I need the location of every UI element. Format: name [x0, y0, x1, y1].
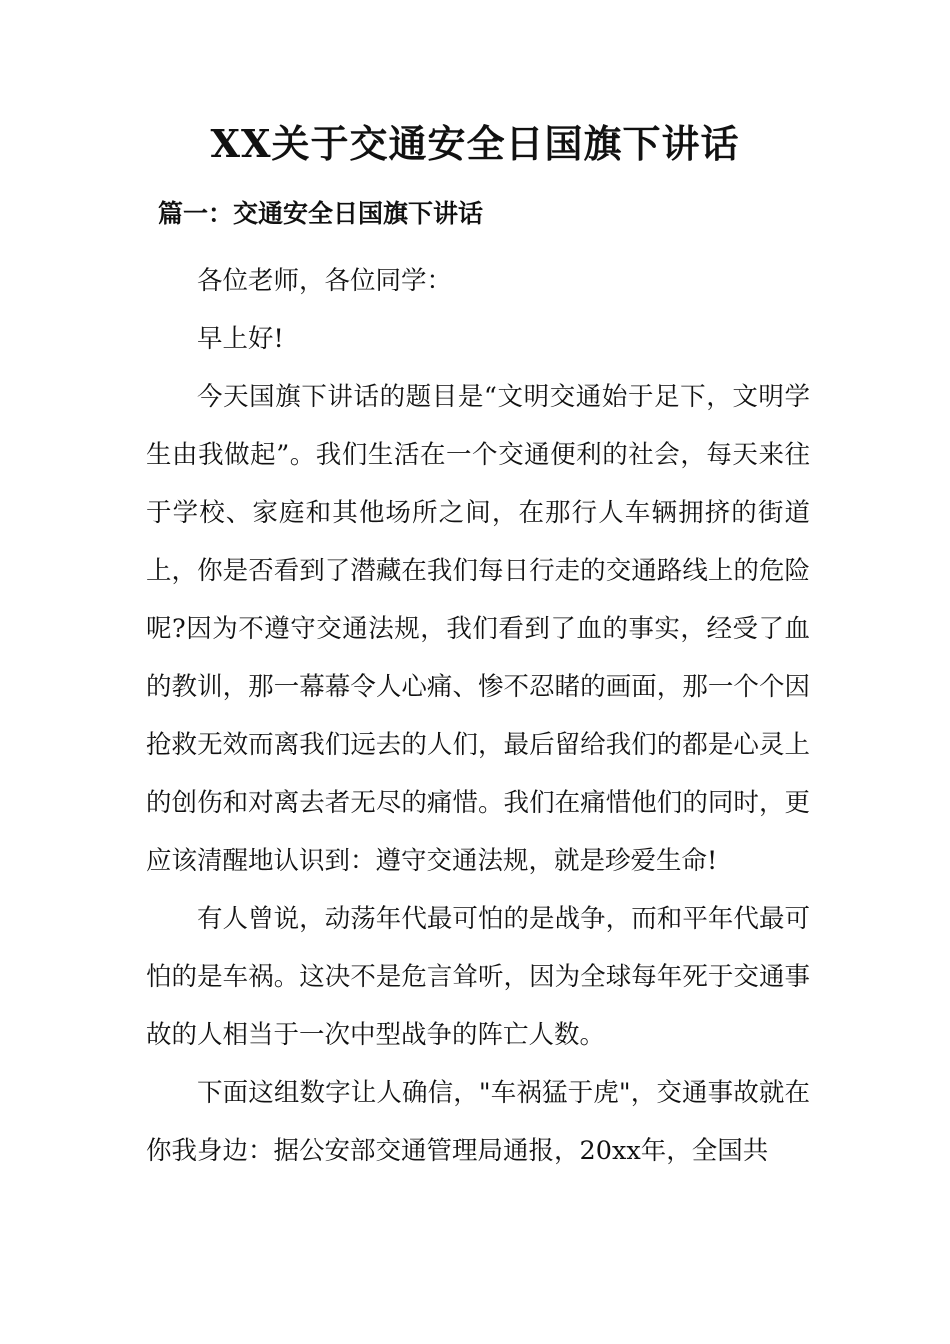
paragraph-good-morning: 早上好!: [197, 324, 284, 354]
paragraph-topic: 今天国旗下讲话的题目是“文明交通始于足下，文明学生由我做起”。我们生活在一个交通便利的社会，每天来往于学校、家庭和其他场所之间，在那行人车辆拥挤的街道上，你是否看到了潜藏在我们每日行走的交通路线上的危险呢?因为不遵守交通法规，我们看到了血的事实，经受了血的教训，那一幕幕令人心痛、惨不忍睹的画面，那一个个因抢救无效而离我们远去的人们，最后留给我们的都是心灵上的创伤和对离去者无尽的痛惜。我们在痛惜他们的同时，更应该清醒地认识到：遵守交通法规，就是珍爱生命!: [146, 382, 810, 876]
paragraph-statistics: 下面这组数字让人确信，"车祸猛于虎"，交通事故就在你我身边：据公安部交通管理局通报，20xx年，全国共: [146, 1078, 810, 1166]
document-body: [146, 252, 810, 1180]
section-title: 篇一：交通安全日国旗下讲话: [158, 199, 484, 228]
paragraph-war-and-accidents: 有人曾说，动荡年代最可怕的是战争，而和平年代最可怕的是车祸。这决不是危言耸听，因为全球每年死于交通事故的人相当于一次中型战争的阵亡人数。: [146, 904, 810, 1050]
document-title: XX关于交通安全日国旗下讲话: [210, 121, 740, 166]
paragraph-greeting: 各位老师，各位同学：: [197, 266, 453, 296]
